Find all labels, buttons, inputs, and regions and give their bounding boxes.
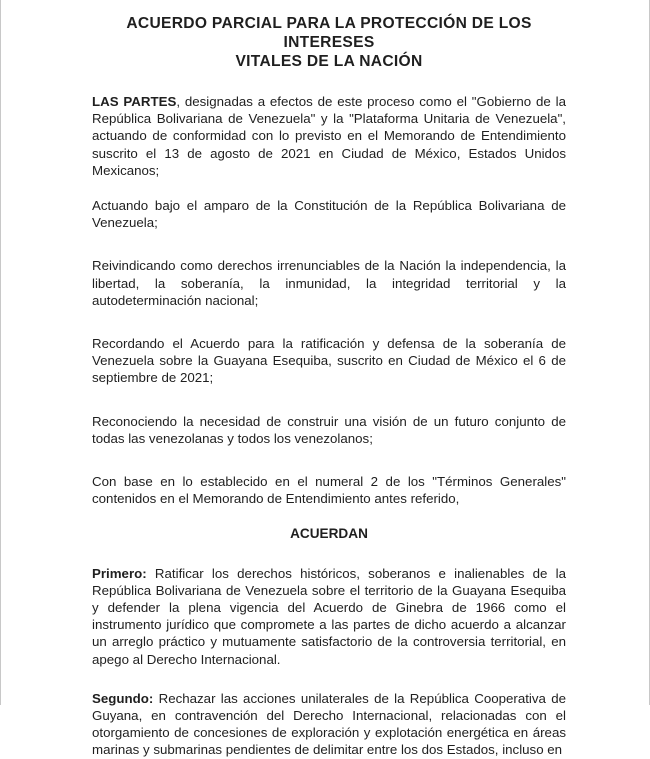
document-body [92, 14, 566, 759]
las-partes-text: , designadas a efectos de este proceso como el "Gobierno de la República Bolivariana de Venezuela" y la "Plataforma Unitaria de Venezuela", actuando de conformidad con lo previsto en el Memorando de Entendimiento suscrito el 13 de agosto de 2021 en Ciudad de México, Estados Unidos Mexicanos; [92, 94, 566, 178]
paragraph-primero [92, 565, 566, 668]
document-title [92, 14, 566, 71]
paragraph-constitucion: Actuando bajo el amparo de la Constitución de la República Bolivariana de Venezuela; [92, 198, 566, 231]
segundo-lead: Segundo: [92, 690, 154, 706]
paragraph-recordando: Recordando el Acuerdo para la ratificación y defensa de la soberanía de Venezuela sobre la Guayana Esequiba, suscrito en Ciudad de México el 6 de septiembre de 2021; [92, 336, 566, 386]
paragraph-segundo [92, 690, 566, 759]
paragraph-reivindicando: Reivindicando como derechos irrenunciables de la Nación la independencia, la libertad, la soberanía, la inmunidad, la integridad territorial y la autodeterminación nacional; [92, 258, 566, 308]
title-line-2: VITALES DE LA NACIÓN [235, 53, 423, 70]
acuerdan-heading: ACUERDAN [290, 526, 368, 542]
las-partes-lead: LAS PARTES [92, 94, 177, 109]
segundo-text: Rechazar las acciones unilaterales de la República Cooperativa de Guyana, en contravención del Derecho Internacional, relacionadas con el otorgamiento de concesiones de exploración y explotación energética en áreas marinas y submarinas pendientes de delimitar entre los dos Estados, incluso en [92, 690, 566, 758]
paragraph-con-base: Con base en lo establecido en el numeral 2 de los "Términos Generales" contenidos en el Memorando de Entendimiento antes referido, [92, 474, 566, 507]
primero-lead: Primero: [92, 565, 147, 581]
primero-text: Ratificar los derechos históricos, soberanos e inalienables de la República Bolivariana de Venezuela sobre el territorio de la Guayana Esequiba y defender la plena vigencia del Acuerdo de Ginebra de 1966 como el instrumento jurídico que compromete a las partes de dicho acuerdo a alcanzar un arreglo práctico y mutuamente satisfactorio de la controversia territorial, en apego al Derecho Internacional. [92, 565, 566, 667]
title-line-1: ACUERDO PARCIAL PARA LA PROTECCIÓN DE LOS INTERESES [126, 15, 532, 51]
paragraph-las-partes [92, 93, 566, 179]
paragraph-reconociendo: Reconociendo la necesidad de construir una visión de un futuro conjunto de todas las venezolanas y todos los venezolanos; [92, 413, 566, 446]
